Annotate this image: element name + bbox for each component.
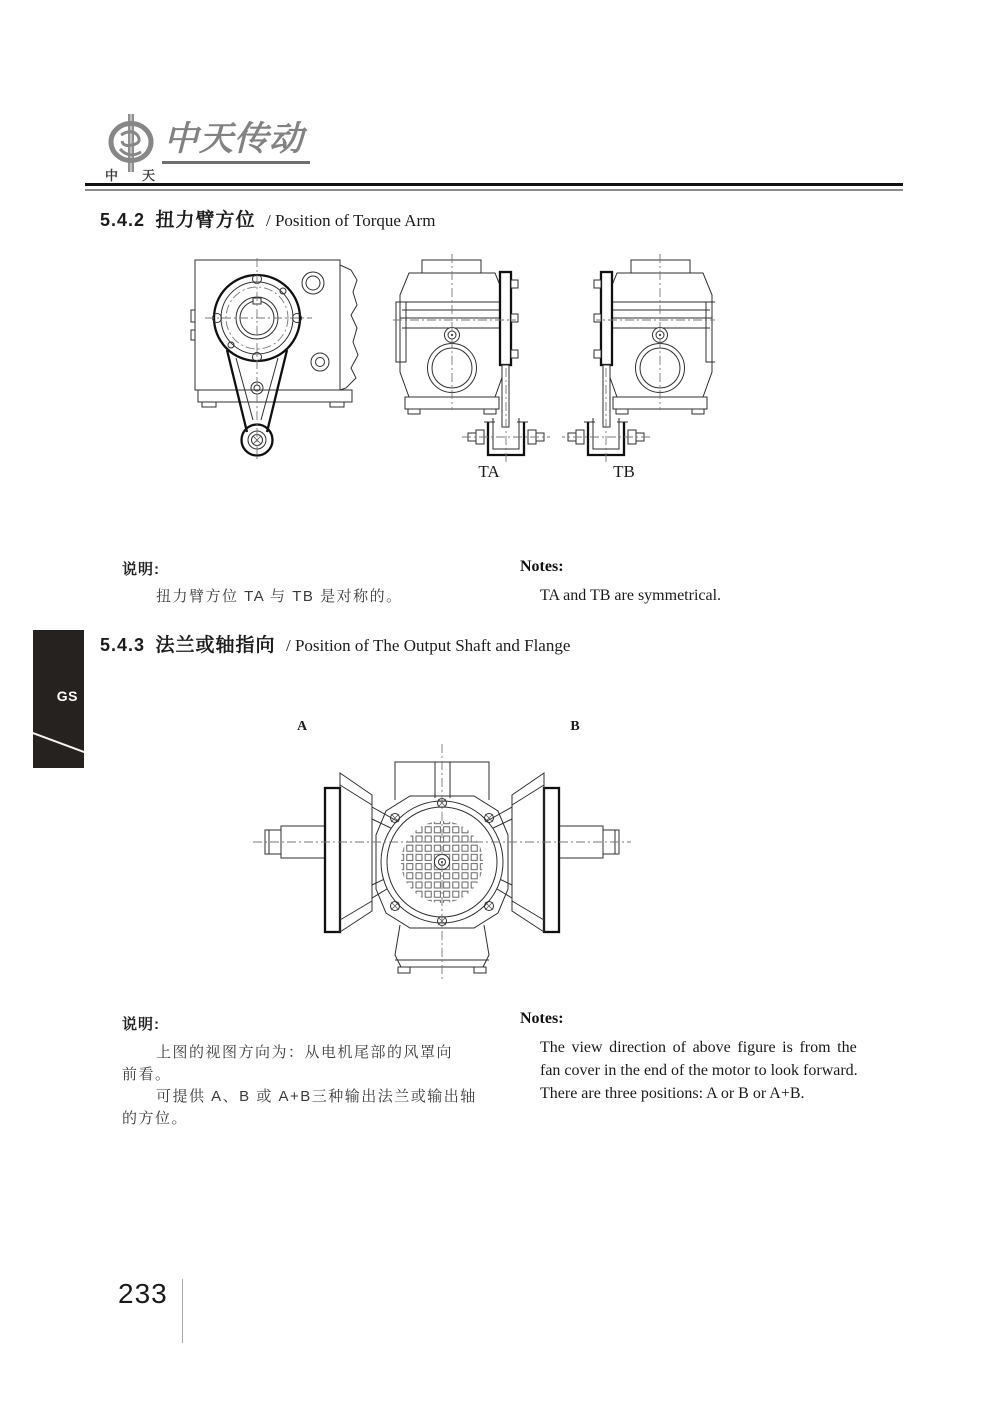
gearbox-side-view-ta xyxy=(393,254,550,462)
side-tab-gs xyxy=(33,630,84,768)
side-tab-diagonal xyxy=(32,732,84,753)
figure-torque-arm xyxy=(150,250,715,488)
notes1-zh-heading: 说明: xyxy=(122,561,160,578)
header-rule-thin xyxy=(85,189,903,191)
section-heading-flange xyxy=(100,630,570,657)
zh-line: 前看。 xyxy=(122,1066,172,1083)
label-ta: TA xyxy=(478,462,500,481)
section-title-zh: 扭力臂方位 xyxy=(155,210,256,231)
notes1-en-heading: Notes: xyxy=(520,558,564,575)
header-rule-thick xyxy=(85,183,903,186)
section-number: 5.4.2 xyxy=(100,210,146,230)
output-shaft-flange-a xyxy=(265,773,397,932)
emblem-char-right: 天 xyxy=(142,168,156,183)
figure-flange xyxy=(245,712,760,984)
gearbox-side-view-tb xyxy=(562,254,715,462)
notes2-en-body xyxy=(540,1036,920,1105)
notes2-zh-heading: 说明: xyxy=(122,1016,160,1033)
zh-line: 的方位。 xyxy=(122,1110,189,1127)
figure-flange-drawing xyxy=(245,712,760,984)
section-heading-torque-arm xyxy=(100,205,435,232)
section-title-en: / Position of The Output Shaft and Flange xyxy=(285,636,571,655)
section-title-zh: 法兰或轴指向 xyxy=(155,635,276,656)
notes1-zh-body: 扭力臂方位 TA 与 TB 是对称的。 xyxy=(156,588,403,605)
side-tab-label: GS xyxy=(56,688,78,704)
page-number: 233 xyxy=(118,1278,168,1309)
zh-line: 可提供 A、B 或 A+B三种输出法兰或输出轴 xyxy=(156,1088,477,1105)
brand-wordmark: 中天传动 xyxy=(162,121,310,164)
en-line: There are three positions: A or B or A+B. xyxy=(540,1085,805,1102)
section-title-en: / Position of Torque Arm xyxy=(265,211,436,230)
notes2-zh-body xyxy=(122,1042,492,1130)
section-number: 5.4.3 xyxy=(100,635,146,655)
label-b: B xyxy=(570,719,580,734)
notes1-en-body: TA and TB are symmetrical. xyxy=(540,587,722,604)
zh-line: 上图的视图方向为：从电机尾部的风罩向 xyxy=(156,1044,454,1061)
output-shaft-flange-b xyxy=(487,773,619,932)
footer-divider xyxy=(182,1279,183,1343)
brand-emblem-icon xyxy=(100,112,164,184)
label-tb: TB xyxy=(613,462,635,481)
en-line: The view direction of above figure is from the xyxy=(540,1039,857,1056)
en-line: fan cover in the end of the motor to look forward. xyxy=(540,1062,858,1079)
emblem-ring-icon xyxy=(111,114,151,172)
emblem-char-left: 中 xyxy=(105,168,119,183)
notes2-en-heading: Notes: xyxy=(520,1010,564,1027)
figure-torque-arm-drawing xyxy=(150,250,715,488)
label-a: A xyxy=(296,719,308,734)
gearbox-front-view xyxy=(191,258,358,460)
brand-emblem xyxy=(100,112,164,184)
